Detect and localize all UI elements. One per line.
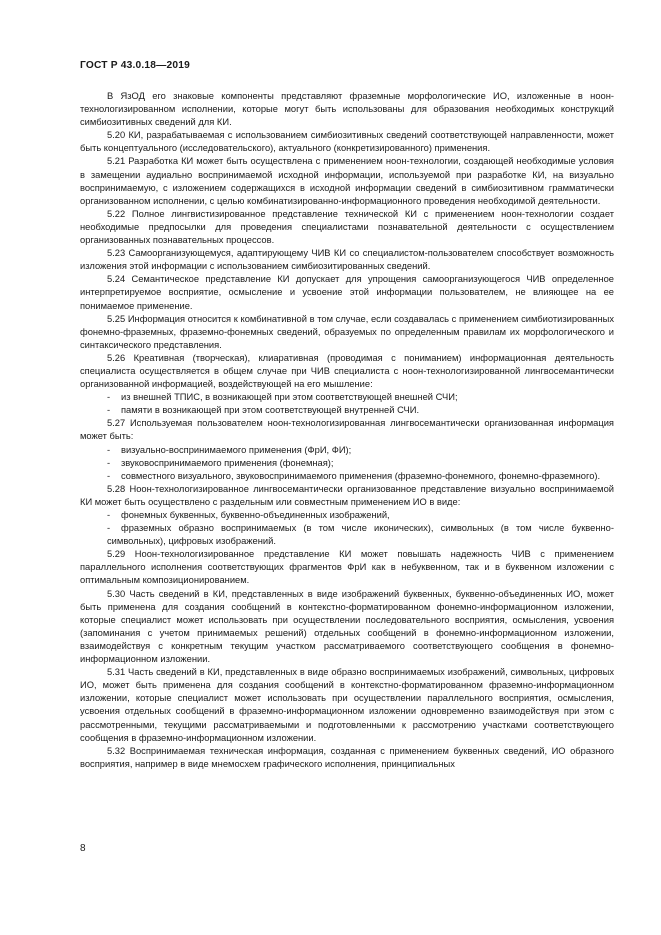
list-dash: - xyxy=(107,457,111,468)
paragraph-5-25: 5.25 Информация относится к комбинативной в том случае, если создавалась с применением симбиотизированных фонемно-фраземных, фраземно-фонемных сведений, образуемых по определенным правилам их морфологического и синтаксического представления. xyxy=(80,313,614,350)
paragraph: В ЯзОД его знаковые компоненты представляют фраземные морфологические ИО, изложенные в ноон-технологизированном исполнении, которые могут быть использованы для образования необходимых конструкций симбиозитивных сведений для КИ. xyxy=(80,91,614,128)
page-number: 8 xyxy=(80,843,86,854)
standard-code-header: ГОСТ Р 43.0.18—2019 xyxy=(80,60,190,71)
list-dash: - xyxy=(107,392,111,403)
paragraph-5-28: 5.28 Ноон-технологизированное лингвосемантически организованное представление визуально воспринимаемой КИ может быть осуществлено с раздельным или совместным применением ИО в виде: xyxy=(80,483,614,507)
list-item xyxy=(80,509,614,522)
paragraph-5-21: 5.21 Разработка КИ может быть осуществлена с применением ноон-технологии, создающей необходимые условия в замещении аудиально воспринимаемой исходной информации, используемой при разработке КИ, на визуально воспринимаемую, с изложением содержащихся в исходной информации сведений в симбиозитивном грамматически организованном исполнении, с целью комбинатизированно-информационного проведения необходимой деятельности. xyxy=(80,156,614,206)
list-item-text: совместного визуального, звуковоспринимаемого применения (фраземно-фонемного, фонемно-фраземного). xyxy=(121,470,601,481)
list-item xyxy=(80,470,614,483)
list-item-text: памяти в возникающей при этом соответствующей внутренней СЧИ. xyxy=(121,405,420,416)
list-item xyxy=(80,404,614,417)
paragraph-5-31: 5.31 Часть сведений в КИ, представленных в виде образно воспринимаемых изображений, символьных, цифровых ИО, может быть применена для создания сообщений в контекстно-форматированном фраземно-информационном изложении, которые специалист может использовать при осуществлении параллельного восприятия, осмысления, усвоения отдельных сообщений в фраземно-информационном изложении одновременно взаимодействуя при этом с рассмотренными, текущими рассматриваемыми и подготовленными к рассмотрению участками соответствующего сообщения в фраземно-информационном изложении. xyxy=(80,667,614,743)
paragraph-5-22: 5.22 Полное лингвистизированное представление технической КИ с применением ноон-технологии создает необходимые предпосылки для проведения специалистами познавательной деятельности с осуществлением организованных познавательных процессов. xyxy=(80,208,614,246)
list-item xyxy=(80,457,614,470)
list-item-text: визуально-воспринимаемого применения (ФрИ, ФИ); xyxy=(121,444,352,455)
paragraph-5-23: 5.23 Самоорганизующемуся, адаптирующему ЧИВ КИ со специалистом-пользователем способствует возможность изложения этой информации с использованием симбиозитированных сведений. xyxy=(80,248,614,272)
paragraph-5-26: 5.26 Креативная (творческая), клиаративная (проводимая с пониманием) информационная деятельность специалиста осуществляется в общем случае при ЧИВ специалиста с ноон-технологизированной лингвосемантически организованной информацией, воздействующей на его мышление: xyxy=(80,352,614,390)
list-dash: - xyxy=(107,470,111,481)
document-body xyxy=(80,90,614,771)
list-item-text: фраземных образно воспринимаемых (в том числе иконических), символьных (в том числе буквенно-символьных), цифровых изображений. xyxy=(107,523,614,547)
paragraph-5-32: 5.32 Воспринимаемая техническая информация, созданная с применением буквенных сведений, ИО образного восприятия, например в виде мнемосхем графического исполнения, принципиальных xyxy=(80,745,614,769)
paragraph-5-30: 5.30 Часть сведений в КИ, представленных в виде изображений буквенных, буквенно-объединенных ИО, может быть применена для создания сообщений в контекстно-форматированном фонемно-информационном изложении, которые специалист может использовать при осуществлении последовательного восприятия, осмысления, усвоения (запоминания с учетом принимаемых решений) отдельных сообщений в фонемно-информационном изложении, взаимодействуя с конкретным текущим участком рассматриваемого соответствующего сообщения в фонемно-информационном изложении. xyxy=(80,588,614,665)
paragraph-5-20: 5.20 КИ, разрабатываемая с использованием симбиозитивных сведений соответствующей направленности, может быть концептуального (исследовательского), актуального (конкретизированного) применения. xyxy=(80,130,614,154)
list-item-text: фонемных буквенных, буквенно-объединенных изображений, xyxy=(121,510,390,520)
list-item xyxy=(80,391,614,404)
paragraph-5-24: 5.24 Семантическое представление КИ допускает для упрощения самоорганизующегося ЧИВ определенное интерпретируемое восприятие, осмысление и усвоение этой информации пользователем, не влияющее на ее понимаемое применение. xyxy=(80,274,614,311)
list-dash: - xyxy=(107,444,111,455)
list-item xyxy=(80,444,614,457)
list-item-text: звуковоспринимаемого применения (фонемная); xyxy=(121,457,334,468)
paragraph-5-29: 5.29 Ноон-технологизированное представление КИ может повышать надежность ЧИВ с применением параллельного исполнения соответствующих фрагментов ФрИ как в небуквенном, так и в буквенном изложении с оптимальным композиционированием. xyxy=(80,549,614,586)
list-item-text: из внешней ТПИС, в возникающей при этом соответствующей внешней СЧИ; xyxy=(121,392,458,403)
list-item xyxy=(80,522,614,548)
list-dash: - xyxy=(107,510,111,520)
paragraph-5-27: 5.27 Используемая пользователем ноон-технологизированная лингвосемантически организованная информация может быть: xyxy=(80,418,614,442)
list-dash: - xyxy=(107,405,111,416)
list-dash: - xyxy=(107,523,111,534)
